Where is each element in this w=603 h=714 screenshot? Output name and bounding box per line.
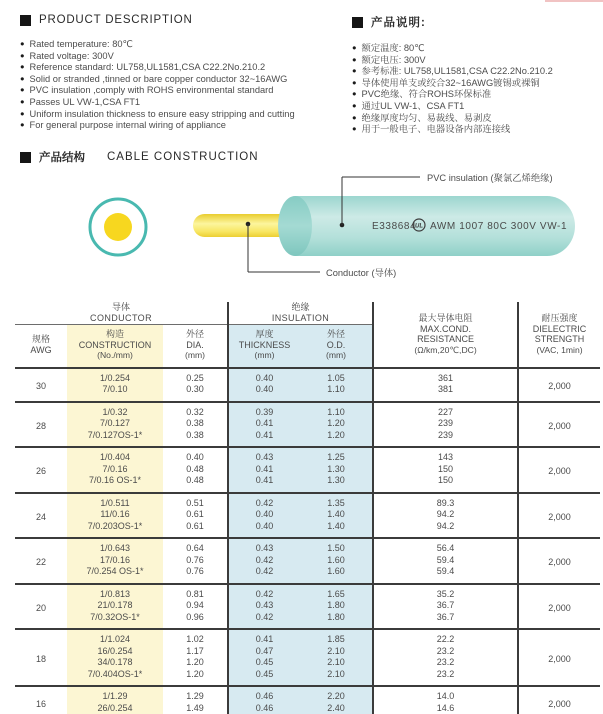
dia-cell: 0.94 xyxy=(163,600,228,612)
thickness-cell: 0.45 xyxy=(228,669,300,687)
bullet-icon: ● xyxy=(20,50,25,60)
dia-cell: 0.25 xyxy=(163,368,228,385)
thickness-cell: 0.45 xyxy=(228,657,300,669)
table-row xyxy=(15,509,600,521)
conductor-group-header: 导体 CONDUCTOR xyxy=(15,302,228,325)
page-edge-artifact xyxy=(545,0,603,2)
insulation-group-header: 绝缘 INSULATION xyxy=(228,302,373,325)
table-row xyxy=(15,521,600,539)
dielectric-cell: 2,000 xyxy=(518,402,600,448)
construction-cell: 34/0.178 xyxy=(67,657,163,669)
dia-cell: 0.48 xyxy=(163,475,228,493)
thickness-cell: 0.43 xyxy=(228,600,300,612)
bullet-text: 通过UL VW-1、CSA FT1 xyxy=(361,100,465,111)
bullet-icon: ● xyxy=(352,124,357,134)
bullet-item xyxy=(352,89,602,101)
construction-cell: 21/0.178 xyxy=(67,600,163,612)
bullet-icon: ● xyxy=(20,62,25,72)
resistance-cell: 14.0 xyxy=(373,686,518,703)
awg-cell: 22 xyxy=(15,538,67,584)
bullet-icon: ● xyxy=(20,39,25,48)
awg-cell: 24 xyxy=(15,493,67,539)
resistance-cell: 14.6 xyxy=(373,703,518,714)
cable-side-view xyxy=(193,196,575,256)
dielectric-cell: 2,000 xyxy=(518,368,600,402)
thickness-cell: 0.40 xyxy=(228,384,300,402)
construction-cell: 11/0.16 xyxy=(67,509,163,521)
bullet-text: Uniform insulation thickness to ensure easy stripping and cutting xyxy=(29,108,295,119)
od-cell: 1.80 xyxy=(300,600,373,612)
bullet-text: 额定温度: 80℃ xyxy=(361,43,425,53)
resistance-cell: 56.4 xyxy=(373,538,518,555)
bullet-item xyxy=(20,97,345,109)
bullet-icon: ● xyxy=(20,108,25,118)
construction-cell: 17/0.16 xyxy=(67,555,163,567)
resistance-cell: 89.3 xyxy=(373,493,518,510)
thickness-cell: 0.46 xyxy=(228,686,300,703)
construction-cell: 1/0.813 xyxy=(67,584,163,601)
heading-cn: 产品结构 xyxy=(39,152,85,164)
construction-header: 构造 CONSTRUCTION (No./mm) xyxy=(67,325,163,368)
od-cell: 1.05 xyxy=(300,368,373,385)
bullet-icon: ● xyxy=(20,73,25,83)
resistance-cell: 381 xyxy=(373,384,518,402)
dielectric-cell: 2,000 xyxy=(518,493,600,539)
od-cell: 1.60 xyxy=(300,566,373,584)
dielectric-cell: 2,000 xyxy=(518,629,600,686)
dia-cell: 0.51 xyxy=(163,493,228,510)
od-cell: 1.30 xyxy=(300,475,373,493)
od-cell: 1.40 xyxy=(300,521,373,539)
resistance-cell: 94.2 xyxy=(373,521,518,539)
resistance-header: 最大导体电阻 MAX.COND. RESISTANCE (Ω/km,20℃,DC) xyxy=(373,302,518,368)
dia-cell: 0.64 xyxy=(163,538,228,555)
bullet-item xyxy=(352,55,602,67)
table-row xyxy=(15,555,600,567)
resistance-cell: 23.2 xyxy=(373,646,518,658)
awg-cell: 26 xyxy=(15,447,67,493)
print-cert-number: E338684 xyxy=(372,221,417,232)
thickness-cell: 0.46 xyxy=(228,703,300,714)
dia-cell: 1.29 xyxy=(163,686,228,703)
dia-cell: 0.96 xyxy=(163,612,228,630)
od-cell: 1.30 xyxy=(300,464,373,476)
od-header: 外径 O.D. (mm) xyxy=(300,325,373,368)
table-row xyxy=(15,584,600,601)
construction-cell: 7/0.127 xyxy=(67,418,163,430)
table-row xyxy=(15,418,600,430)
dia-cell: 0.48 xyxy=(163,464,228,476)
bullet-icon: ● xyxy=(352,77,357,87)
resistance-cell: 361 xyxy=(373,368,518,385)
table-row xyxy=(15,402,600,419)
construction-cell: 1/0.511 xyxy=(67,493,163,510)
resistance-cell: 94.2 xyxy=(373,509,518,521)
thickness-cell: 0.42 xyxy=(228,584,300,601)
thickness-cell: 0.40 xyxy=(228,509,300,521)
bullet-item xyxy=(20,51,345,63)
svg-text:UL: UL xyxy=(415,223,423,230)
dielectric-cell: 2,000 xyxy=(518,447,600,493)
construction-cell: 1/0.404 xyxy=(67,447,163,464)
table-row xyxy=(15,566,600,584)
thickness-cell: 0.43 xyxy=(228,447,300,464)
dia-cell: 1.17 xyxy=(163,646,228,658)
dia-cell: 0.81 xyxy=(163,584,228,601)
bullet-item xyxy=(20,120,345,132)
construction-cell: 7/0.32OS-1* xyxy=(67,612,163,630)
thickness-cell: 0.42 xyxy=(228,612,300,630)
od-cell: 1.85 xyxy=(300,629,373,646)
resistance-cell: 23.2 xyxy=(373,657,518,669)
dia-cell: 1.02 xyxy=(163,629,228,646)
dia-cell: 0.40 xyxy=(163,447,228,464)
bullet-text: PVC绝缘、符合ROHS环保标准 xyxy=(361,89,492,100)
od-cell: 1.10 xyxy=(300,402,373,419)
bullet-text: For general purpose internal wiring of appliance xyxy=(29,120,226,131)
square-bullet-icon xyxy=(20,15,31,26)
construction-cell: 1/1.024 xyxy=(67,629,163,646)
od-cell: 1.60 xyxy=(300,555,373,567)
insulation-end-cap xyxy=(278,196,312,256)
product-notes-list xyxy=(352,43,602,136)
awg-cell: 28 xyxy=(15,402,67,448)
square-bullet-icon xyxy=(20,152,31,163)
table-row xyxy=(15,384,600,402)
awg-header: 规格 AWG xyxy=(15,325,67,368)
table-row xyxy=(15,703,600,714)
bullet-item xyxy=(20,39,345,51)
bullet-item xyxy=(352,101,602,113)
resistance-cell: 23.2 xyxy=(373,669,518,687)
print-spec-text: AWM 1007 80C 300V VW-1 xyxy=(430,221,568,232)
heading-text: 产品说明: xyxy=(371,17,426,29)
bullet-item xyxy=(20,74,345,86)
bullet-text: PVC insulation ,comply with ROHS environmental standard xyxy=(29,85,274,96)
thickness-cell: 0.40 xyxy=(228,368,300,385)
bullet-item xyxy=(352,113,602,125)
dia-cell: 0.32 xyxy=(163,402,228,419)
construction-cell: 7/0.203OS-1* xyxy=(67,521,163,539)
group-header-row xyxy=(15,302,600,325)
resistance-cell: 239 xyxy=(373,418,518,430)
resistance-cell: 143 xyxy=(373,447,518,464)
bullet-icon: ● xyxy=(352,66,357,76)
construction-cell: 16/0.254 xyxy=(67,646,163,658)
awg-cell: 16 xyxy=(15,686,67,714)
resistance-cell: 22.2 xyxy=(373,629,518,646)
product-description-list xyxy=(20,39,345,132)
table-row xyxy=(15,600,600,612)
bullet-text: 参考标准: UL758,UL1581,CSA C22.2No.210.2 xyxy=(361,66,553,77)
product-description-section xyxy=(20,14,345,132)
bullet-item xyxy=(352,43,602,55)
construction-cell: 1/0.32 xyxy=(67,402,163,419)
od-cell: 1.80 xyxy=(300,612,373,630)
od-cell: 1.40 xyxy=(300,509,373,521)
bullet-icon: ● xyxy=(352,112,357,122)
bullet-text: Reference standard: UL758,UL1581,CSA C22.2No.210.2 xyxy=(29,62,266,73)
dia-header: 外径 DIA. (mm) xyxy=(163,325,228,368)
dia-cell: 1.20 xyxy=(163,657,228,669)
thickness-header: 厚度 THICKNESS (mm) xyxy=(228,325,300,368)
square-bullet-icon xyxy=(352,17,363,28)
thickness-cell: 0.47 xyxy=(228,646,300,658)
od-cell: 1.20 xyxy=(300,430,373,448)
table-row xyxy=(15,493,600,510)
pvc-insulation-label: PVC insulation (聚氯乙烯绝缘) xyxy=(427,173,553,183)
dia-cell: 0.38 xyxy=(163,430,228,448)
cable-diagram xyxy=(0,165,603,302)
bullet-icon: ● xyxy=(352,43,357,52)
table-row xyxy=(15,669,600,687)
od-cell: 2.20 xyxy=(300,686,373,703)
resistance-cell: 227 xyxy=(373,402,518,419)
od-cell: 2.10 xyxy=(300,657,373,669)
thickness-cell: 0.42 xyxy=(228,555,300,567)
od-cell: 2.40 xyxy=(300,703,373,714)
resistance-cell: 59.4 xyxy=(373,555,518,567)
construction-cell: 1/1.29 xyxy=(67,686,163,703)
bullet-icon: ● xyxy=(20,85,25,95)
od-cell: 1.25 xyxy=(300,447,373,464)
resistance-cell: 59.4 xyxy=(373,566,518,584)
resistance-cell: 150 xyxy=(373,464,518,476)
thickness-cell: 0.41 xyxy=(228,430,300,448)
construction-cell: 1/0.254 xyxy=(67,368,163,385)
table-row xyxy=(15,686,600,703)
cable-cross-section xyxy=(90,199,146,255)
dia-cell: 0.30 xyxy=(163,384,228,402)
bullet-text: Rated voltage: 300V xyxy=(29,50,114,61)
bullet-text: Rated temperature: 80℃ xyxy=(29,39,133,49)
construction-cell: 7/0.404OS-1* xyxy=(67,669,163,687)
bullet-icon: ● xyxy=(352,89,357,99)
construction-cell: 7/0.16 OS-1* xyxy=(67,475,163,493)
bullet-icon: ● xyxy=(352,100,357,110)
awg-cell: 30 xyxy=(15,368,67,402)
od-cell: 2.10 xyxy=(300,669,373,687)
dielectric-cell: 2,000 xyxy=(518,584,600,630)
construction-cell: 7/0.16 xyxy=(67,464,163,476)
bullet-item xyxy=(20,62,345,74)
product-notes-section xyxy=(352,14,602,136)
table-row xyxy=(15,430,600,448)
bullet-text: Solid or stranded ,tinned or bare copper conductor 32~16AWG xyxy=(29,73,288,84)
od-cell: 1.50 xyxy=(300,538,373,555)
od-cell: 1.10 xyxy=(300,384,373,402)
cable-construction-heading xyxy=(20,149,259,165)
bullet-text: 用于一般电子、电器设备内部连接线 xyxy=(361,124,511,135)
construction-cell: 7/0.254 OS-1* xyxy=(67,566,163,584)
dia-cell: 0.76 xyxy=(163,555,228,567)
construction-cell: 1/0.643 xyxy=(67,538,163,555)
od-cell: 1.65 xyxy=(300,584,373,601)
bullet-item xyxy=(20,109,345,121)
table-row xyxy=(15,447,600,464)
thickness-cell: 0.40 xyxy=(228,521,300,539)
thickness-cell: 0.43 xyxy=(228,538,300,555)
dia-cell: 1.20 xyxy=(163,669,228,687)
resistance-cell: 239 xyxy=(373,430,518,448)
construction-cell: 7/0.127OS-1* xyxy=(67,430,163,448)
table-row xyxy=(15,657,600,669)
bullet-item xyxy=(20,85,345,97)
table-row xyxy=(15,475,600,493)
thickness-cell: 0.42 xyxy=(228,493,300,510)
construction-cell: 26/0.254 xyxy=(67,703,163,714)
awg-cell: 18 xyxy=(15,629,67,686)
table-row xyxy=(15,629,600,646)
bullet-text: Passes UL VW-1,CSA FT1 xyxy=(29,96,141,107)
heading-text: PRODUCT DESCRIPTION xyxy=(39,14,193,26)
resistance-cell: 150 xyxy=(373,475,518,493)
dia-cell: 1.49 xyxy=(163,703,228,714)
thickness-cell: 0.41 xyxy=(228,464,300,476)
spec-table xyxy=(15,302,600,714)
table-row xyxy=(15,368,600,385)
bullet-text: 绝缘厚度均匀、易裁线、易剥皮 xyxy=(361,112,492,123)
dia-cell: 0.76 xyxy=(163,566,228,584)
table-row xyxy=(15,464,600,476)
bullet-item xyxy=(352,66,602,78)
awg-cell: 20 xyxy=(15,584,67,630)
heading-en: CABLE CONSTRUCTION xyxy=(107,151,259,163)
conductor-core xyxy=(104,213,132,241)
bullet-text: 额定电压: 300V xyxy=(361,54,426,65)
bullet-icon: ● xyxy=(20,120,25,130)
dielectric-cell: 2,000 xyxy=(518,538,600,584)
dia-cell: 0.61 xyxy=(163,509,228,521)
bullet-item xyxy=(352,78,602,90)
od-cell: 1.20 xyxy=(300,418,373,430)
product-notes-heading xyxy=(352,14,602,30)
construction-cell: 7/0.10 xyxy=(67,384,163,402)
table-row xyxy=(15,538,600,555)
dielectric-cell: 2,000 xyxy=(518,686,600,714)
thickness-cell: 0.41 xyxy=(228,629,300,646)
thickness-cell: 0.39 xyxy=(228,402,300,419)
bullet-icon: ● xyxy=(352,54,357,64)
bullet-item xyxy=(352,124,602,136)
resistance-cell: 36.7 xyxy=(373,612,518,630)
dia-cell: 0.61 xyxy=(163,521,228,539)
resistance-cell: 36.7 xyxy=(373,600,518,612)
table-row xyxy=(15,612,600,630)
thickness-cell: 0.42 xyxy=(228,566,300,584)
od-cell: 2.10 xyxy=(300,646,373,658)
resistance-cell: 35.2 xyxy=(373,584,518,601)
od-cell: 1.35 xyxy=(300,493,373,510)
dia-cell: 0.38 xyxy=(163,418,228,430)
conductor-label: Conductor (导体) xyxy=(326,268,397,278)
dielectric-header: 耐压强度 DIELECTRIC STRENGTH (VAC, 1min) xyxy=(518,302,600,368)
thickness-cell: 0.41 xyxy=(228,418,300,430)
bullet-text: 导体使用单支或绞合32~16AWG镀锡或裸铜 xyxy=(361,77,540,88)
product-description-heading xyxy=(20,14,345,26)
bullet-icon: ● xyxy=(20,96,25,106)
thickness-cell: 0.41 xyxy=(228,475,300,493)
table-row xyxy=(15,646,600,658)
